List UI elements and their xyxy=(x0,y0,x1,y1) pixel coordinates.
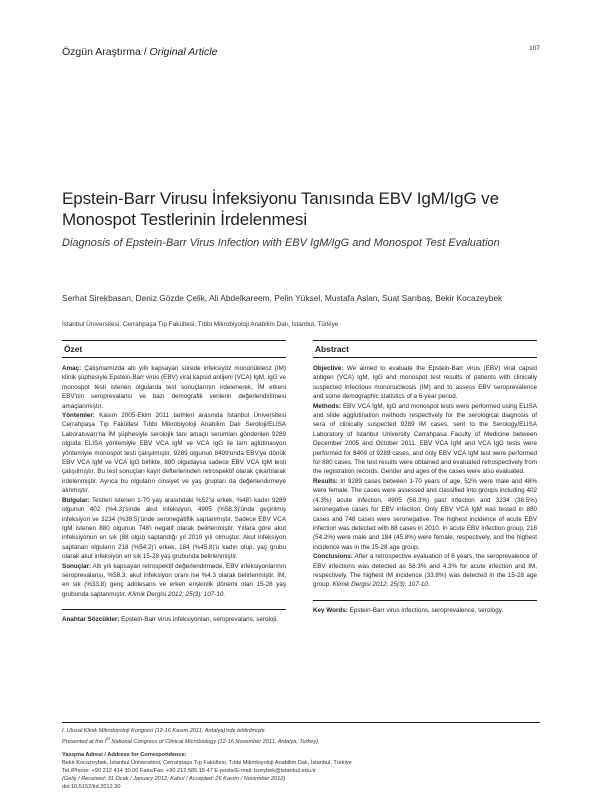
congress-note-en-sup: st xyxy=(106,736,110,742)
ozet-body xyxy=(62,364,286,599)
article-title-english: Diagnosis of Epstein-Barr Virus Infection with EBV IgM/IgG and Monospot Test Evaluation xyxy=(62,237,500,249)
abstract-results xyxy=(313,477,537,552)
author-list: Serhat Sirekbasan, Deniz Gözde Çelik, Ali Abdelkareem, Pelin Yüksel, Mustafa Aslan, Suat Sarıbaş, Bekir Kocazeybek xyxy=(62,293,503,303)
correspondence-label-text: Yazışma Adresi / Address for Correspondence: xyxy=(62,752,187,759)
abstract-results-text: In 9289 cases between 1-70 years of age, 52% were male and 48% were female. The cases were assessed and classified into groups including 402 (4.3%) acute infection, 4905 (58.3%) past infection and 3234 (38.5%) seronegative cases for EBV infection. Only EBV VCA IgM was tested in 880 cases and 748 cases were seronegative. The highest incidence of acute EBV infection was detected with 88 cases in 2010. In acute EBV infection group, 218 (54.2%) were male and 184 (45.8%) were female, respectively, and the highest incidence was in the 15-28 age group. xyxy=(313,477,537,551)
ozet-bulgular xyxy=(62,496,286,562)
page-footer xyxy=(62,722,540,792)
congress-note-en-rest: National Congress of Clinical Microbiology (12-16 November 2011, Antalya, Turkey). xyxy=(109,738,320,745)
affiliation: İstanbul Üniversitesi, Cerrahpaşa Tıp Fakültesi, Tıbbi Mikrobiyoloji Anabilim Dalı, İstanbul, Türkiye xyxy=(62,321,339,328)
abstract-methods-label: Methods: xyxy=(313,402,341,410)
abstract-body xyxy=(313,364,537,590)
abstract-citation: Klimik Dergisi 2012; 25(3): 107-10. xyxy=(332,581,430,589)
abstract-conclusions-label: Conclusions: xyxy=(313,553,353,561)
abstract-objective-label: Objective: xyxy=(313,365,344,372)
ozet-amac-label: Amaç: xyxy=(62,365,82,372)
article-type-tr: Özgün Araştırma xyxy=(62,46,141,58)
congress-note-en-text: Presented at the I xyxy=(62,738,107,745)
congress-note-tr xyxy=(62,727,540,735)
article-type-en: Original Article xyxy=(149,46,218,58)
abstract-objective-text: We aimed to evaluate the Epstein-Barr virus (EBV) viral capsid antigen (VCA) IgM, IgG and monospot test results of patients with clinically suspected infectious mononucleosis (IM) and to assess EBV seroprevalence and some demographic statistics of a 6-year period. xyxy=(313,365,537,401)
page-number: 107 xyxy=(529,45,540,52)
correspondence-label xyxy=(62,751,540,759)
abstract-objective xyxy=(313,364,537,402)
received-accepted-dates xyxy=(62,775,540,783)
abstract-keywords-label: Key Words: xyxy=(313,606,348,614)
ozet-bulgular-label: Bulgular: xyxy=(62,496,90,504)
ozet-citation: Klimik Dergisi 2012; 25(3): 107-10. xyxy=(128,590,226,598)
ozet-sonuclar xyxy=(62,562,286,600)
congress-note-tr-text: I. Ulusal Klinik Mikrobiyoloji Kongresi (12-16 Kasım 2011, Antalya)'nde bildirilmiştir. xyxy=(62,728,267,734)
ozet-sonuclar-label: Sonuçlar: xyxy=(62,562,92,570)
abstract-methods-text: EBV VCA IgM, IgG and monospot tests were performed using ELISA and slide agglutination methods respectively for the serological diagnosis of sera of clinically suspected 9289 IM cases, sent to the Serology/ELISA Laboratory of Istanbul University Cerrahpasa Faculty of Medicine between December 2005 and October 2011. EBV VCA IgM and VCA IgG tests were performed for 8409 of 9289 cases, and only EBV VCA IgM test were performed for 880 cases. The test results were obtained and evaluated retrospectively from the registration records. Gender and ages of the cases were also evaluated. xyxy=(313,402,537,476)
abstract-conclusions-text: After a retrospective evaluation of 6 years, the seroprevalence of EBV infections was detected as 58.3% and 4.3% for acute infection and IM, respectively. The highest IM incidence (33.8%) was detected in the 15-28 age group. xyxy=(313,553,537,589)
article-title: Epstein-Barr Virusu İnfeksiyonu Tanısında EBV IgM/IgG ve Monospot Testlerinin İrdelenmesi xyxy=(62,189,499,229)
ozet-heading: Özet xyxy=(62,340,286,358)
ozet-yontem xyxy=(62,411,286,496)
ozet-bulgular-text: Testleri istenen 1-70 yaş arasındaki %52'si erkek, %48'i kadın 9289 olgunun 402 (%4.3)'sinde akut infeksiyon, 4905 (%58.3)'ünde geçirilmiş infeksiyon ve 3234 (%38.5)'ünde seronegatiflik saptanmıştır. Sadece EBV VCA IgM istenen 880 olgunun 748'i negatif olarak belirlenmiştir. Yıllara göre akut infeksiyonun en sık (88 olgu) saptandığı yıl 2010 yılı olmuştur. Akut infeksiyon saptanan olguların 218 (%54.2)'i erkek, 184 (%45.8)'ü kadın olup, yaş grubu olarak akut infeksiyon en sık 15-28 yaş grubunda belirlenmiştir. xyxy=(62,496,286,561)
abstract-keywords-text: Epstein-Barr virus infections, seroprevalence, serology. xyxy=(347,606,504,614)
received-accepted-dates-text: (Geliş / Received: 31 Ocak / January 2012; Kabul / Accepted: 26 Kasım / November 2012) xyxy=(62,776,286,783)
abstract-keywords xyxy=(313,600,537,615)
correspondence-contact: Tel./Phone: +90 212 414 30 00 Faks/Fax: +90 212 585 15 47 E-posta/E-mail: bzeybek@istanbul.edu.tr xyxy=(62,768,316,775)
footer-rule xyxy=(62,722,540,723)
abstract-methods xyxy=(313,402,537,477)
ozet-column xyxy=(62,340,286,625)
ozet-amac xyxy=(62,364,286,411)
article-type xyxy=(62,46,217,58)
ozet-yontem-text: Kasım 2005-Ekim 2011 tarihleri arasında İstanbul Üniversitesi Cerrahpaşa Tıp Fakültesi Tıbbi Mikrobiyoloji Anabilim Dalı Seroloji/ELISA Laboratuvarı'na İM şüphesiyle serolojik tanı amaçlı serumları gönderilen 9289 olguda ELISA yöntemiyle EBV VCA IgM ve VCA IgG ile lam aglütinasyon yöntemiyle monospot testi çalışılmıştır. 9289 olgunun 8409'unda EBV'ye dönük EBV VCA IgM ve VCA IgG birlikte, 880 olgudaysa sadece EBV VCA IgM testi çalışılmıştır. Bu test sonuçları kayıt defterlerinden retrospektif olarak çıkartılarak irdelenmiştir. Ayrıca bu olguların cinsiyet ve yaş grupları da değerlendirmeye alınmıştır. xyxy=(62,412,286,495)
abstract-results-label: Results: xyxy=(313,477,338,485)
abstract-conclusions xyxy=(313,552,537,590)
correspondence-address: Bekir Kocazeybek, İstanbul Üniversitesi, Cerrahpaşa Tıp Fakültesi, Tıbbi Mikrobiyoloji Anabilim Dalı, İstanbul, Türkiye xyxy=(62,760,352,767)
doi: doi:10.5152/kd.2012.30 xyxy=(62,784,121,791)
page-header xyxy=(62,42,540,58)
ozet-keywords xyxy=(62,609,286,624)
abstract-heading: Abstract xyxy=(313,340,537,358)
ozet-amac-text: Çalışmamızda altı yıllı kapsayan sürede infeksiyöz mononükleoz (IM) klinik şüphesiyle Epstein-Barr virüs (EBV) viral kapsid antijeni (VCA) IgM, IgG ve monospot testi istenen olgularda test sonuçlarının irdelenerek, İM etkeni EBV'nin seroprevalansı ve bazı demografik verilerin değerlendirilmesi amaçlanmıştır. xyxy=(62,365,286,410)
article-type-separator: / xyxy=(140,46,150,58)
ozet-sonuclar-text: Altı yılı kapsayan retrospektif değerlendirmede, EBV infeksiyonlarının seroprevalansı, %58.3; akut infeksiyon oranı ise %4.3 olarak belirlenmiştir. İM, en sık (%33.8) genç adolesans ve erken erişkinlik dönemi olan 15-28 yaş grubunda saptanmıştır. xyxy=(62,562,286,598)
ozet-yontem-label: Yöntemler: xyxy=(62,412,95,420)
ozet-keywords-label: Anahtar Sözcükler: xyxy=(62,616,120,624)
ozet-keywords-text: Epstein-Barr virus infeksiyonları, seroprevalans, seroloji. xyxy=(119,616,278,624)
congress-note-en xyxy=(62,735,540,746)
abstract-column xyxy=(313,340,537,615)
